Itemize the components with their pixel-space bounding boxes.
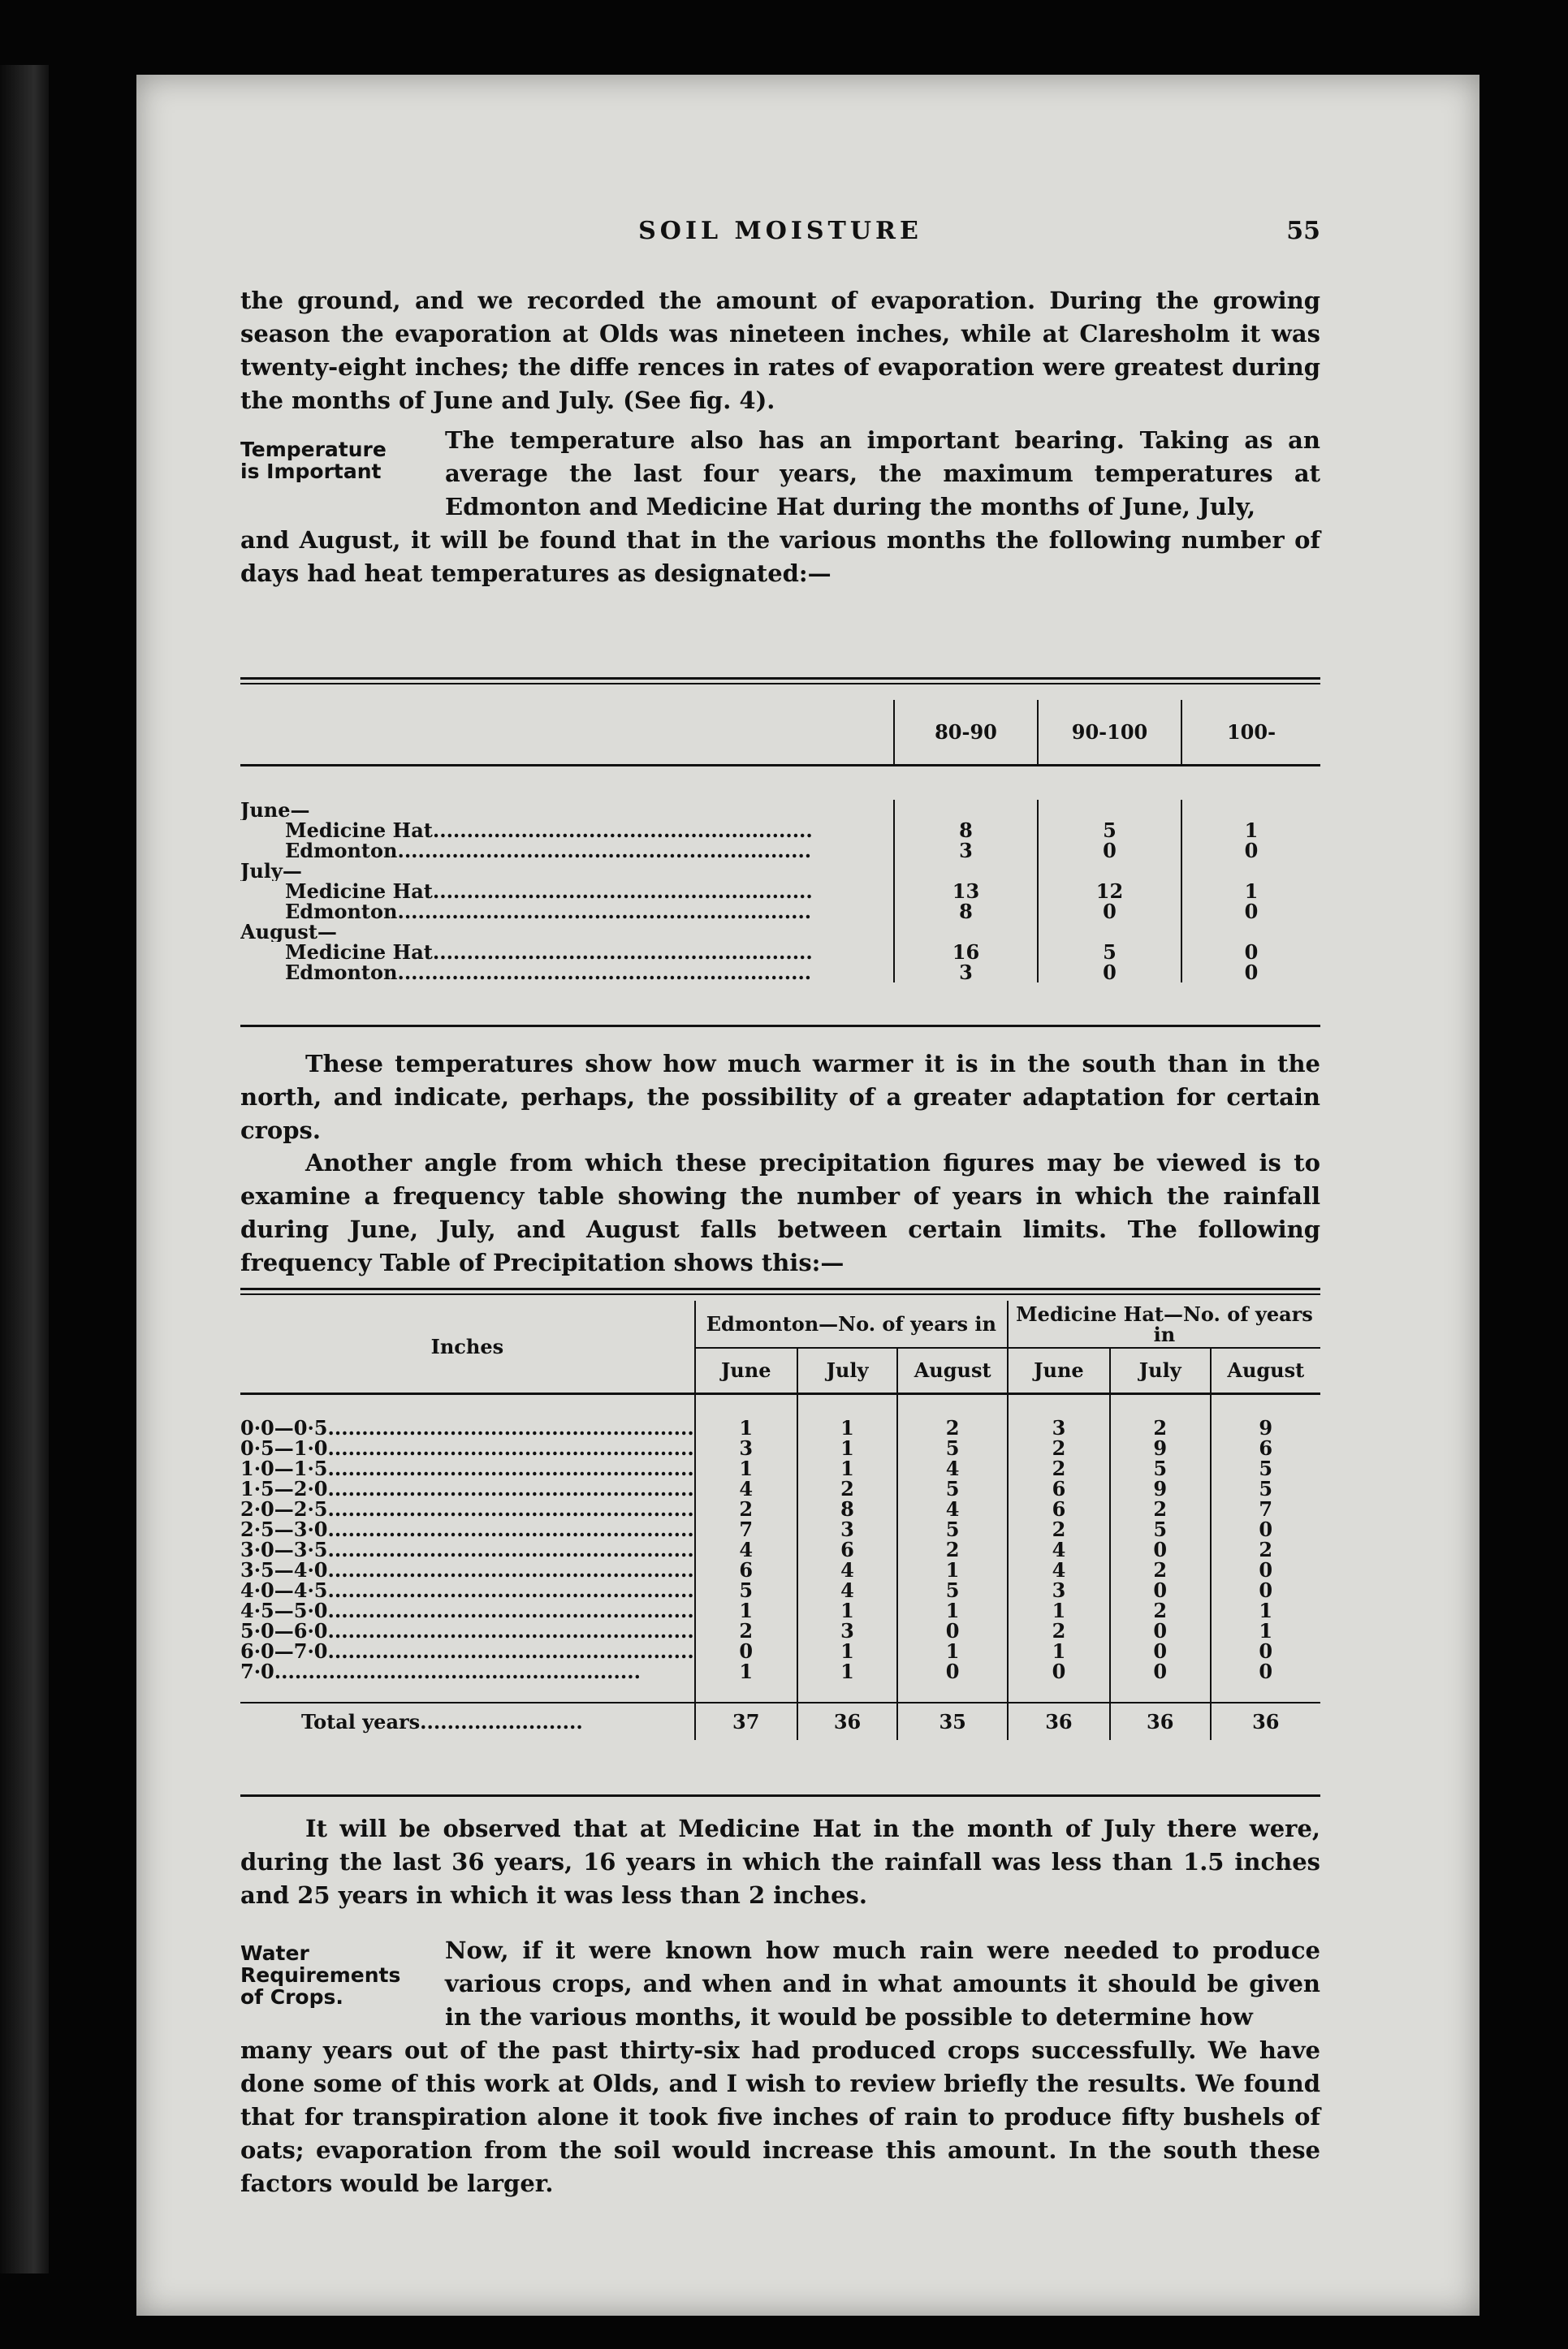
range-label: 1·0—1·5...................................................... — [240, 1458, 694, 1479]
station-label: Medicine Hat........................................................ — [285, 881, 813, 901]
group-header-edmonton: Edmonton—No. of years in — [695, 1301, 1008, 1348]
table-cell: 3 — [1008, 1580, 1110, 1600]
table-cell: 6 — [1008, 1479, 1110, 1499]
table-cell: 0 — [1038, 840, 1181, 861]
table-row — [240, 922, 1320, 942]
table-cell: 1 — [695, 1458, 797, 1479]
temperature-table-corner — [240, 700, 894, 765]
table-cell: 3 — [797, 1621, 898, 1641]
table-cell: 0 — [1211, 1661, 1320, 1682]
table-cell: 5 — [1110, 1519, 1211, 1539]
paragraph-text: Another angle from which these precipitation figures may be viewed is to examine a frequency table showing the number of years in which the rainfall during June, July, and August falls between certain limits. The following frequency Table of Precipitation shows this:— — [240, 1149, 1320, 1276]
table-cell: 2 — [1110, 1418, 1211, 1438]
table-cell: 0 — [1211, 1519, 1320, 1539]
table-cell: 16 — [894, 942, 1038, 962]
table-row — [240, 820, 1320, 840]
table-cell: 9 — [1110, 1438, 1211, 1458]
sidenote-line: is Important — [240, 460, 382, 483]
paragraph-text: many years out of the past thirty-six had produced crops successfully. We have done some of this work at Olds, and I wish to review briefly the results. We found that for transpiration alone it took five inches of rain to produce fifty bushels of oats; evaporation from the soil would increase this amount. In the south these factors would be larger. — [240, 2036, 1320, 2197]
table-cell: 7 — [695, 1519, 797, 1539]
table-row — [240, 1438, 1320, 1458]
running-title: SOIL MOISTURE — [638, 217, 922, 245]
table-cell: 0 — [1008, 1661, 1110, 1682]
table-row — [240, 962, 1320, 982]
paragraph-text: and August, it will be found that in the various months the following number of days had heat temperatures as designated:— — [240, 526, 1320, 587]
precip-table-rule-bottom — [240, 1794, 1320, 1797]
page-number: 55 — [1286, 217, 1320, 245]
table-cell: 7 — [1211, 1499, 1320, 1519]
sidenote-line: Requirements — [240, 1963, 401, 1987]
table-cell: 0 — [1181, 901, 1320, 922]
table-cell: 5 — [1211, 1479, 1320, 1499]
table-cell: 1 — [695, 1600, 797, 1621]
table-cell: 5 — [897, 1438, 1008, 1458]
table-cell: 1 — [797, 1458, 898, 1479]
table-row — [240, 840, 1320, 861]
column-header: 90-100 — [1038, 700, 1181, 765]
table-cell: 0 — [1110, 1621, 1211, 1641]
table-cell: 2 — [1008, 1519, 1110, 1539]
range-label: 4·0—4·5...................................................... — [240, 1580, 694, 1600]
sidenote-line: Temperature — [240, 438, 387, 461]
table-cell: 13 — [894, 881, 1038, 901]
table-cell: 0 — [1110, 1661, 1211, 1682]
total-label: Total years........................ — [240, 1703, 695, 1740]
paragraph-text: These temperatures show how much warmer it is in the south than in the north, and indicate, perhaps, the possibility of a greater adaptation for certain crops. — [240, 1050, 1320, 1144]
table-row — [240, 1621, 1320, 1641]
table-cell: 1 — [797, 1600, 898, 1621]
table-row — [240, 1479, 1320, 1499]
table-cell: 1 — [1008, 1641, 1110, 1661]
paragraph-frequency — [240, 1146, 1320, 1280]
inches-header: Inches — [430, 1334, 504, 1358]
range-label: 4·5—5·0...................................................... — [240, 1600, 694, 1621]
table-cell: 3 — [695, 1438, 797, 1458]
table-rule-top — [240, 677, 1320, 684]
table-cell: 6 — [1211, 1438, 1320, 1458]
table-row — [240, 861, 1320, 881]
month-header: August — [897, 1348, 1008, 1393]
table-cell: 0 — [1110, 1641, 1211, 1661]
table-cell: 0 — [1110, 1539, 1211, 1560]
table-cell: 1 — [797, 1661, 898, 1682]
group-header-medicine-hat: Medicine Hat—No. of years in — [1008, 1301, 1320, 1348]
table-cell: 1 — [797, 1418, 898, 1438]
month-header: July — [1110, 1348, 1211, 1393]
precip-table-rule-top — [240, 1288, 1320, 1295]
table-cell: 1 — [1181, 881, 1320, 901]
range-label: 2·5—3·0...................................................... — [240, 1519, 694, 1539]
table-cell: 1 — [1008, 1600, 1110, 1621]
range-label: 1·5—2·0...................................................... — [240, 1479, 694, 1499]
table-cell: 0 — [1181, 962, 1320, 982]
table-cell: 0 — [1181, 840, 1320, 861]
temperature-table-body — [240, 800, 1320, 982]
range-label: 6·0—7·0...................................................... — [240, 1641, 694, 1661]
paragraph-text: the ground, and we recorded the amount of evaporation. During the growing season the evaporation at Olds was nineteen inches, while at Claresholm it was twenty-eight inches; the diffe rences in rates of evaporation were greatest during the months of June and July. (See fig. 4). — [240, 287, 1320, 414]
table-cell: 1 — [1181, 820, 1320, 840]
table-cell: 5 — [897, 1519, 1008, 1539]
table-row — [240, 1600, 1320, 1621]
table-cell: 5 — [897, 1580, 1008, 1600]
table-cell: 9 — [1110, 1479, 1211, 1499]
table-cell: 2 — [1110, 1560, 1211, 1580]
range-label: 3·5—4·0...................................................... — [240, 1560, 694, 1580]
table-row — [240, 1641, 1320, 1661]
table-cell: 6 — [797, 1539, 898, 1560]
table-cell: 1 — [797, 1438, 898, 1458]
station-label: Edmonton............................................................. — [285, 901, 812, 922]
sidenote-line: of Crops. — [240, 1985, 343, 2009]
month-label: June— — [240, 800, 310, 820]
table-cell: 0 — [1211, 1560, 1320, 1580]
table-row — [240, 1539, 1320, 1560]
paragraph-evaporation — [240, 284, 1320, 417]
total-cell: 36 — [1211, 1703, 1320, 1740]
table-rule-bottom — [240, 1025, 1320, 1027]
table-cell: 0 — [1110, 1580, 1211, 1600]
month-header: June — [695, 1348, 797, 1393]
month-header: August — [1211, 1348, 1320, 1393]
column-header: 80-90 — [894, 700, 1038, 765]
table-cell: 3 — [797, 1519, 898, 1539]
table-cell: 2 — [1110, 1600, 1211, 1621]
month-label: July— — [240, 861, 302, 881]
table-cell: 2 — [1008, 1458, 1110, 1479]
precipitation-table — [240, 1301, 1320, 1740]
table-cell: 0 — [897, 1661, 1008, 1682]
station-label: Medicine Hat........................................................ — [285, 942, 813, 962]
table-row — [240, 942, 1320, 962]
table-row — [240, 800, 1320, 820]
table-cell: 0 — [1211, 1580, 1320, 1600]
table-cell: 3 — [894, 840, 1038, 861]
table-cell: 2 — [897, 1418, 1008, 1438]
paragraph-water — [240, 1934, 1320, 2200]
temperature-table — [240, 700, 1320, 797]
table-cell: 0 — [1038, 962, 1181, 982]
table-cell: 8 — [894, 820, 1038, 840]
table-row — [240, 1560, 1320, 1580]
table-cell: 0 — [695, 1641, 797, 1661]
table-cell: 0 — [1211, 1641, 1320, 1661]
table-cell: 4 — [897, 1499, 1008, 1519]
range-label: 5·0—6·0...................................................... — [240, 1621, 694, 1641]
table-cell: 5 — [1038, 942, 1181, 962]
total-cell: 35 — [897, 1703, 1008, 1740]
paragraph-text: The temperature also has an important bearing. Taking as an average the last four years, the maximum temperatures at Edmonton and Medicine Hat during the months of June, July, — [445, 426, 1320, 520]
table-cell: 4 — [797, 1580, 898, 1600]
table-cell: 6 — [695, 1560, 797, 1580]
table-cell: 9 — [1211, 1418, 1320, 1438]
month-header: June — [1008, 1348, 1110, 1393]
table-cell: 6 — [1008, 1499, 1110, 1519]
total-cell: 36 — [1008, 1703, 1110, 1740]
range-label: 0·5—1·0...................................................... — [240, 1438, 694, 1458]
table-row — [240, 1458, 1320, 1479]
table-cell: 4 — [695, 1539, 797, 1560]
table-cell: 4 — [897, 1458, 1008, 1479]
sidenote-line: Water — [240, 1941, 309, 1965]
table-cell: 4 — [797, 1560, 898, 1580]
paragraph-temperature — [240, 424, 1320, 590]
table-cell: 0 — [897, 1621, 1008, 1641]
table-cell: 5 — [1211, 1458, 1320, 1479]
paragraph-text: It will be observed that at Medicine Hat in the month of July there were, during the last 36 years, 16 years in which the rainfall was less than 1.5 inches and 25 years in which it was less than 2 inches. — [240, 1815, 1320, 1909]
range-label: 0·0—0·5...................................................... — [240, 1418, 694, 1438]
table-cell: 3 — [894, 962, 1038, 982]
table-cell: 1 — [1211, 1621, 1320, 1641]
table-cell: 8 — [797, 1499, 898, 1519]
table-cell: 1 — [897, 1641, 1008, 1661]
table-cell: 3 — [1008, 1418, 1110, 1438]
table-cell: 2 — [897, 1539, 1008, 1560]
table-cell: 4 — [1008, 1539, 1110, 1560]
table-cell: 2 — [797, 1479, 898, 1499]
table-cell: 0 — [1038, 901, 1181, 922]
station-label: Edmonton............................................................. — [285, 840, 812, 861]
table-cell: 1 — [695, 1418, 797, 1438]
running-head — [240, 217, 1320, 249]
table-row — [240, 1418, 1320, 1438]
table-cell: 12 — [1038, 881, 1181, 901]
table-row — [240, 1580, 1320, 1600]
table-row — [240, 901, 1320, 922]
range-label: 7·0...................................................... — [240, 1661, 641, 1682]
range-label: 3·0—3·5...................................................... — [240, 1539, 694, 1560]
table-cell: 2 — [1211, 1539, 1320, 1560]
book-page — [136, 75, 1479, 2316]
paragraph-text: Now, if it were known how much rain were needed to produce various crops, and when and in what amounts it should be given in the various months, it would be possible to determine how — [445, 1937, 1320, 2031]
paragraph-observed — [240, 1812, 1320, 1912]
total-cell: 36 — [1110, 1703, 1211, 1740]
table-row — [240, 1661, 1320, 1682]
table-cell: 2 — [1110, 1499, 1211, 1519]
total-cell: 36 — [797, 1703, 898, 1740]
header-rule — [240, 765, 1320, 797]
table-cell: 2 — [695, 1621, 797, 1641]
facing-page-edge — [0, 65, 49, 2273]
table-cell: 1 — [1211, 1600, 1320, 1621]
table-cell: 0 — [1181, 942, 1320, 962]
column-header: 100- — [1181, 700, 1320, 765]
table-cell: 2 — [1008, 1621, 1110, 1641]
table-cell: 1 — [695, 1661, 797, 1682]
table-cell: 1 — [897, 1560, 1008, 1580]
table-cell: 5 — [1110, 1458, 1211, 1479]
table-cell: 4 — [695, 1479, 797, 1499]
month-label: August— — [240, 922, 337, 942]
table-cell: 5 — [897, 1479, 1008, 1499]
station-label: Medicine Hat........................................................ — [285, 820, 813, 840]
station-label: Edmonton............................................................. — [285, 962, 812, 982]
table-cell: 1 — [897, 1600, 1008, 1621]
table-row — [240, 1519, 1320, 1539]
table-cell: 2 — [695, 1499, 797, 1519]
table-cell: 8 — [894, 901, 1038, 922]
table-cell: 4 — [1008, 1560, 1110, 1580]
table-cell: 5 — [695, 1580, 797, 1600]
table-row — [240, 881, 1320, 901]
table-cell: 1 — [797, 1641, 898, 1661]
table-cell: 5 — [1038, 820, 1181, 840]
total-cell: 37 — [695, 1703, 797, 1740]
month-header: July — [797, 1348, 898, 1393]
table-cell: 2 — [1008, 1438, 1110, 1458]
table-row — [240, 1499, 1320, 1519]
range-label: 2·0—2·5...................................................... — [240, 1499, 694, 1519]
paragraph-warmer — [240, 1047, 1320, 1147]
total-row — [240, 1703, 1320, 1740]
